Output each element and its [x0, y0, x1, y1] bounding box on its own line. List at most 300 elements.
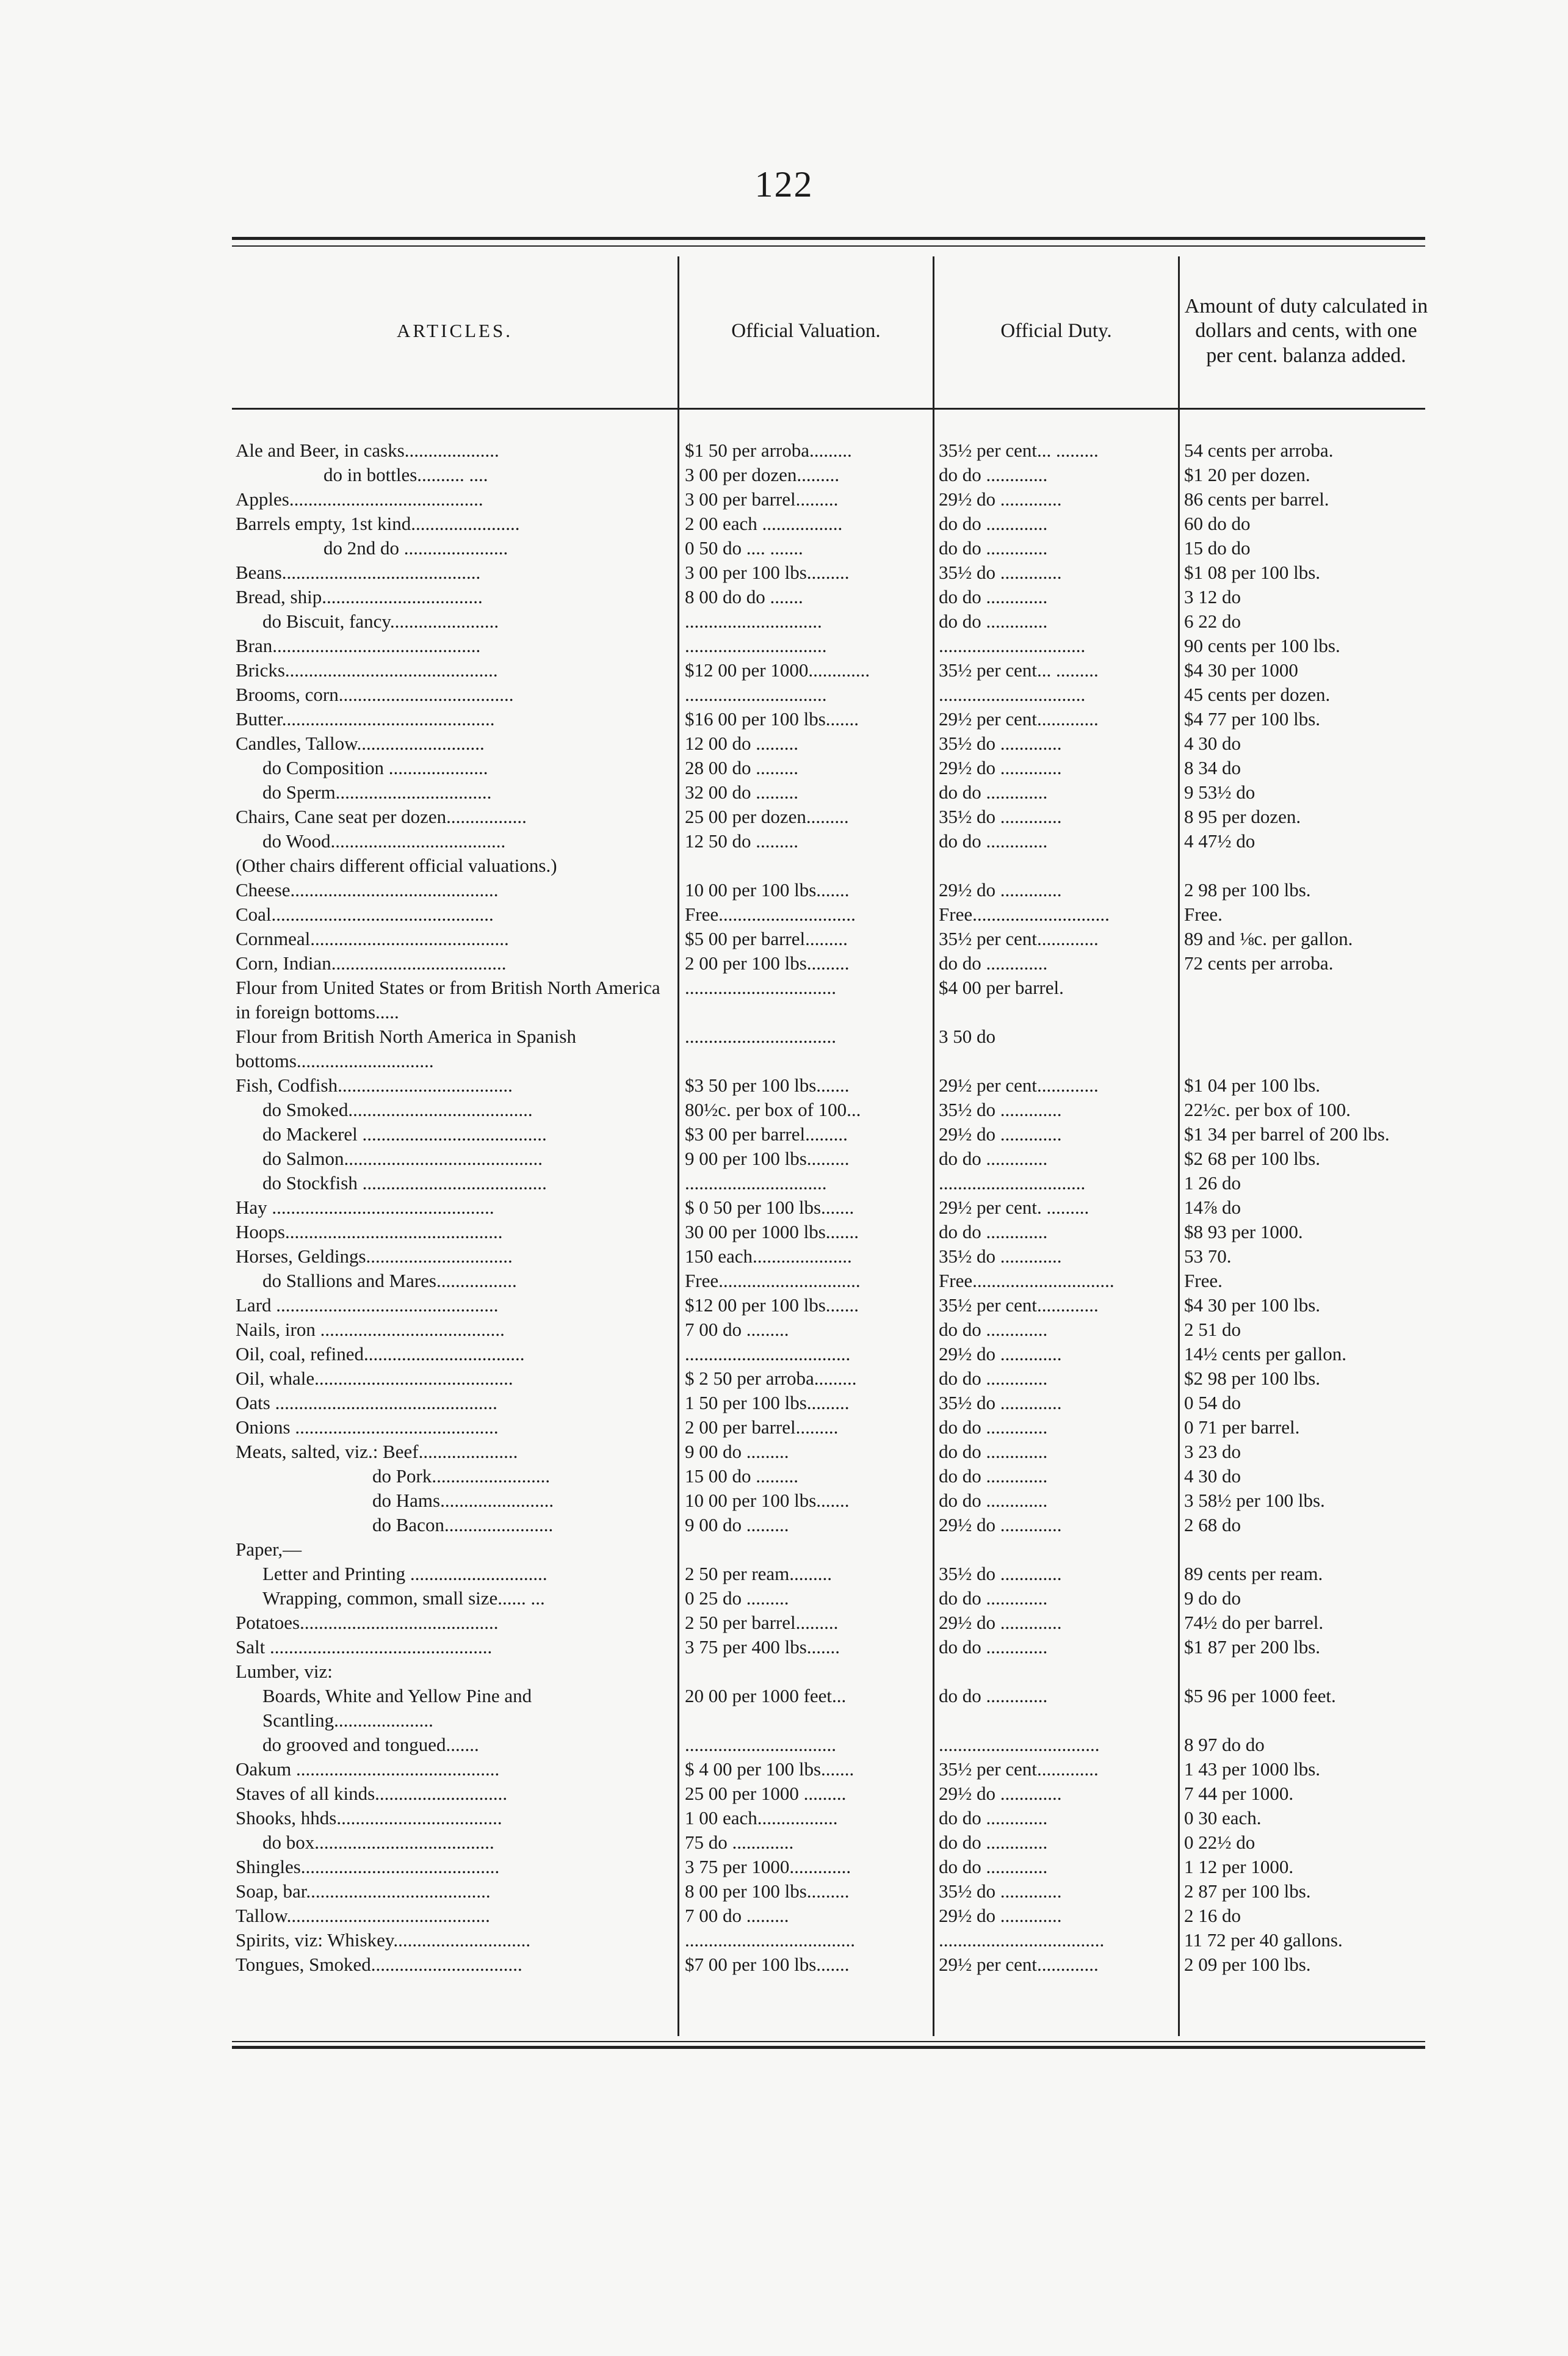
- table-row: [232, 1904, 1428, 1928]
- table-row: [232, 1098, 1428, 1122]
- valuation-cell: 0 25 do .........: [685, 1587, 789, 1609]
- bottom-rule: [232, 2046, 1425, 2049]
- duty-cell: 29½ per cent. .........: [939, 1197, 1089, 1218]
- duty-cell: do do .............: [939, 1221, 1048, 1242]
- amount-cell: 2 16 do: [1184, 1905, 1241, 1926]
- valuation-cell: 3 75 per 1000.............: [685, 1856, 851, 1877]
- valuation-cell: 1 50 per 100 lbs.........: [685, 1392, 850, 1413]
- table-row: [232, 1781, 1428, 1806]
- table-row: [232, 585, 1428, 609]
- table-row: [232, 1830, 1428, 1855]
- table-row: [232, 780, 1428, 805]
- amount-cell: $1 34 per barrel of 200 lbs.: [1184, 1123, 1390, 1145]
- duty-cell: 35½ per cent... .........: [939, 440, 1099, 461]
- amount-cell: [1178, 1537, 1428, 1562]
- duty-cell: ...............................: [939, 1172, 1086, 1194]
- article-cell: Flour from United States or from British North America in foreign bottoms.....: [236, 977, 660, 1023]
- table-row: [232, 1391, 1428, 1415]
- valuation-cell: 20 00 per 1000 feet...: [685, 1685, 847, 1706]
- amount-cell: 11 72 per 40 gallons.: [1184, 1929, 1343, 1951]
- amount-cell: 8 97 do do: [1184, 1734, 1265, 1755]
- table-row: [232, 1684, 1428, 1733]
- duty-cell: do do .............: [939, 1685, 1048, 1706]
- table-row: [232, 951, 1428, 976]
- article-cell: Paper,—: [236, 1539, 302, 1560]
- table-row: [232, 902, 1428, 927]
- amount-cell: 53 70.: [1184, 1245, 1232, 1267]
- article-cell: Butter.............................................: [236, 708, 495, 730]
- article-cell: Fish, Codfish.....................................: [236, 1075, 513, 1096]
- valuation-cell: 80½c. per box of 100...: [685, 1099, 861, 1120]
- table-row: [232, 1513, 1428, 1537]
- article-cell: Ale and Beer, in casks....................: [236, 440, 499, 461]
- duty-cell: do do .............: [939, 1319, 1048, 1340]
- amount-cell: Free.: [1184, 1270, 1223, 1291]
- valuation-cell: [677, 1659, 933, 1684]
- amount-cell: $1 87 per 200 lbs.: [1184, 1636, 1321, 1658]
- duty-cell: 29½ do .............: [939, 757, 1062, 778]
- amount-cell: 7 44 per 1000.: [1184, 1783, 1294, 1804]
- amount-cell: 1 12 per 1000.: [1184, 1856, 1294, 1877]
- article-cell: Lard ...............................................: [236, 1294, 499, 1316]
- amount-cell: 2 68 do: [1184, 1514, 1241, 1535]
- amount-cell: 4 30 do: [1184, 733, 1241, 754]
- article-cell: Bricks.............................................: [236, 659, 498, 681]
- article-cell: do Wood.....................................: [262, 830, 506, 852]
- amount-cell: [1178, 1659, 1428, 1684]
- valuation-cell: 7 00 do .........: [685, 1905, 789, 1926]
- duty-cell: do do .............: [939, 1490, 1048, 1511]
- article-cell: Shooks, hhds...................................: [236, 1807, 502, 1829]
- table-row: [232, 683, 1428, 707]
- duty-cell: do do .............: [939, 1856, 1048, 1877]
- valuation-cell: 7 00 do .........: [685, 1319, 789, 1340]
- article-cell: do Mackerel .......................................: [262, 1123, 547, 1145]
- top-rule: [232, 237, 1425, 240]
- duty-cell: do do .............: [939, 1807, 1048, 1829]
- amount-cell: 0 71 per barrel.: [1184, 1416, 1300, 1438]
- header-duty: Official Duty.: [1000, 320, 1112, 343]
- duty-cell: [933, 854, 1178, 878]
- table-row: [232, 1318, 1428, 1342]
- valuation-cell: 9 00 do .........: [685, 1514, 789, 1535]
- duty-cell: 35½ do .............: [939, 806, 1062, 827]
- duty-cell: 35½ per cent.............: [939, 1758, 1099, 1780]
- valuation-cell: $12 00 per 1000.............: [685, 659, 870, 681]
- article-cell: do 2nd do ......................: [323, 537, 508, 559]
- valuation-cell: $3 00 per barrel.........: [685, 1123, 848, 1145]
- table-row: [232, 878, 1428, 902]
- table-row: [232, 1440, 1428, 1464]
- article-cell: Lumber, viz:: [236, 1661, 333, 1682]
- duty-cell: 35½ per cent.............: [939, 928, 1099, 949]
- table-row: [232, 756, 1428, 780]
- article-cell: Cornmeal..........................................: [236, 928, 509, 949]
- article-cell: Potatoes..........................................: [236, 1612, 499, 1633]
- valuation-cell: .............................: [685, 611, 822, 632]
- amount-cell: 60 do do: [1184, 513, 1251, 534]
- amount-cell: 4 47½ do: [1184, 830, 1255, 852]
- table-row: [232, 1928, 1428, 1952]
- table-row: [232, 1122, 1428, 1147]
- table-row: [232, 1611, 1428, 1635]
- amount-cell: 0 54 do: [1184, 1392, 1241, 1413]
- amount-cell: 8 34 do: [1184, 757, 1241, 778]
- amount-cell: 86 cents per barrel.: [1184, 488, 1329, 510]
- article-cell: Shingles..........................................: [236, 1856, 500, 1877]
- amount-cell: $8 93 per 1000.: [1184, 1221, 1303, 1242]
- duty-cell: 29½ do .............: [939, 1343, 1062, 1365]
- duty-cell: 35½ do .............: [939, 1099, 1062, 1120]
- valuation-cell: 3 75 per 400 lbs.......: [685, 1636, 840, 1658]
- valuation-cell: [677, 854, 933, 878]
- amount-cell: $5 96 per 1000 feet.: [1184, 1685, 1336, 1706]
- table-row: [232, 487, 1428, 512]
- valuation-cell: 15 00 do .........: [685, 1465, 798, 1487]
- table-row: [232, 658, 1428, 683]
- table-row: [232, 1244, 1428, 1269]
- duty-cell: do do .............: [939, 1832, 1048, 1853]
- amount-cell: 14⅞ do: [1184, 1197, 1241, 1218]
- article-cell: (Other chairs different official valuations.): [236, 855, 557, 876]
- article-cell: Cheese............................................: [236, 879, 499, 901]
- table-row: [232, 927, 1428, 951]
- article-cell: Coal...............................................: [236, 904, 494, 925]
- valuation-cell: $16 00 per 100 lbs.......: [685, 708, 859, 730]
- article-cell: do Smoked.......................................: [262, 1099, 533, 1120]
- article-cell: Oil, coal, refined..................................: [236, 1343, 525, 1365]
- article-cell: Soap, bar.......................................: [236, 1880, 491, 1902]
- article-cell: Oil, whale..........................................: [236, 1368, 513, 1389]
- valuation-cell: 2 00 per 100 lbs.........: [685, 952, 850, 974]
- table-row: [232, 1269, 1428, 1293]
- duty-cell: do do .............: [939, 1148, 1048, 1169]
- duty-cell: ..................................: [939, 1734, 1100, 1755]
- amount-cell: $2 98 per 100 lbs.: [1184, 1368, 1321, 1389]
- article-cell: Oakum ...........................................: [236, 1758, 500, 1780]
- table-row: [232, 1147, 1428, 1171]
- amount-cell: Free.: [1184, 904, 1223, 925]
- amount-cell: 6 22 do: [1184, 611, 1241, 632]
- duty-cell: do do .............: [939, 464, 1048, 485]
- table-row: [232, 1562, 1428, 1586]
- amount-cell: [1178, 976, 1428, 1024]
- duty-cell: [933, 1659, 1178, 1684]
- amount-cell: $2 68 per 100 lbs.: [1184, 1148, 1321, 1169]
- table-row: [232, 1488, 1428, 1513]
- article-cell: Barrels empty, 1st kind.......................: [236, 513, 520, 534]
- amount-cell: 22½c. per box of 100.: [1184, 1099, 1351, 1120]
- top-rule-thin: [232, 245, 1425, 247]
- duty-cell: 29½ do .............: [939, 1123, 1062, 1145]
- valuation-cell: 9 00 do .........: [685, 1441, 789, 1462]
- valuation-cell: 12 00 do .........: [685, 733, 798, 754]
- valuation-cell: 3 00 per dozen.........: [685, 464, 840, 485]
- duty-cell: do do .............: [939, 1416, 1048, 1438]
- valuation-cell: $5 00 per barrel.........: [685, 928, 848, 949]
- article-cell: Brooms, corn.....................................: [236, 684, 514, 705]
- valuation-cell: 32 00 do .........: [685, 781, 798, 803]
- amount-cell: 90 cents per 100 lbs.: [1184, 635, 1340, 656]
- amount-cell: 15 do do: [1184, 537, 1251, 559]
- duty-cell: 3 50 do: [939, 1026, 995, 1047]
- amount-cell: 2 87 per 100 lbs.: [1184, 1880, 1311, 1902]
- table-row: [232, 1293, 1428, 1318]
- duty-cell: ...............................: [939, 635, 1086, 656]
- amount-cell: 3 12 do: [1184, 586, 1241, 607]
- article-cell: Tongues, Smoked................................: [236, 1954, 522, 1975]
- duty-cell: do do .............: [939, 1587, 1048, 1609]
- article-cell: Flour from British North America in Spanish bottoms.............................: [236, 1026, 576, 1071]
- table-row: [232, 1879, 1428, 1904]
- article-cell: Bran............................................: [236, 635, 481, 656]
- amount-cell: 1 26 do: [1184, 1172, 1241, 1194]
- article-cell: do grooved and tongued.......: [262, 1734, 479, 1755]
- table-row: [232, 1635, 1428, 1659]
- table-row: [232, 976, 1428, 1024]
- article-cell: do Bacon.......................: [372, 1514, 554, 1535]
- amount-cell: 3 23 do: [1184, 1441, 1241, 1462]
- article-cell: do box......................................: [262, 1832, 494, 1853]
- duty-cell: do do .............: [939, 1441, 1048, 1462]
- article-cell: Apples.........................................: [236, 488, 483, 510]
- duty-cell: do do .............: [939, 537, 1048, 559]
- table-row: [232, 463, 1428, 487]
- duty-cell: do do .............: [939, 586, 1048, 607]
- amount-cell: $1 04 per 100 lbs.: [1184, 1075, 1321, 1096]
- table-row: [232, 560, 1428, 585]
- table-row: [232, 1195, 1428, 1220]
- duty-cell: 35½ per cent... .........: [939, 659, 1099, 681]
- article-cell: do Sperm.................................: [262, 781, 492, 803]
- article-cell: do Composition .....................: [262, 757, 488, 778]
- table-row: [232, 536, 1428, 560]
- header-articles: ARTICLES.: [396, 320, 513, 342]
- valuation-cell: ................................: [685, 1026, 836, 1047]
- valuation-cell: 10 00 per 100 lbs.......: [685, 879, 850, 901]
- amount-cell: 0 30 each.: [1184, 1807, 1262, 1829]
- valuation-cell: ..............................: [685, 1172, 827, 1194]
- duty-cell: do do .............: [939, 513, 1048, 534]
- valuation-cell: 25 00 per dozen.........: [685, 806, 849, 827]
- table-row: [232, 1855, 1428, 1879]
- table-row: [232, 609, 1428, 634]
- duty-cell: Free.............................: [939, 904, 1110, 925]
- article-cell: do Pork.........................: [372, 1465, 551, 1487]
- table-row: [232, 1220, 1428, 1244]
- table-row: [232, 854, 1428, 878]
- amount-cell: 45 cents per dozen.: [1184, 684, 1331, 705]
- valuation-cell: Free.............................: [685, 904, 856, 925]
- valuation-cell: 2 00 each .................: [685, 513, 843, 534]
- article-cell: Chairs, Cane seat per dozen.................: [236, 806, 527, 827]
- amount-cell: 72 cents per arroba.: [1184, 952, 1334, 974]
- valuation-cell: 0 50 do .... .......: [685, 537, 803, 559]
- valuation-cell: $ 2 50 per arroba.........: [685, 1368, 857, 1389]
- amount-cell: [1178, 1024, 1428, 1073]
- article-cell: do in bottles.......... ....: [323, 464, 488, 485]
- amount-cell: 14½ cents per gallon.: [1184, 1343, 1347, 1365]
- article-cell: do Hams........................: [372, 1490, 554, 1511]
- tariff-table: [232, 438, 1428, 1977]
- article-cell: Candles, Tallow...........................: [236, 733, 485, 754]
- valuation-cell: 9 00 per 100 lbs.........: [685, 1148, 850, 1169]
- table-row: [232, 829, 1428, 854]
- bottom-rule-thin: [232, 2041, 1425, 2042]
- article-cell: Corn, Indian.....................................: [236, 952, 507, 974]
- duty-cell: 35½ do .............: [939, 562, 1062, 583]
- valuation-cell: [677, 1537, 933, 1562]
- valuation-cell: 30 00 per 1000 lbs.......: [685, 1221, 859, 1242]
- table-row: [232, 1171, 1428, 1195]
- table-row: [232, 1586, 1428, 1611]
- duty-cell: 29½ do .............: [939, 1783, 1062, 1804]
- duty-cell: $4 00 per barrel.: [939, 977, 1064, 998]
- duty-cell: do do .............: [939, 611, 1048, 632]
- duty-cell: ...............................: [939, 684, 1086, 705]
- valuation-cell: ...................................: [685, 1343, 851, 1365]
- amount-cell: $1 08 per 100 lbs.: [1184, 562, 1321, 583]
- valuation-cell: 2 50 per barrel.........: [685, 1612, 839, 1633]
- table-row: [232, 1366, 1428, 1391]
- article-cell: Letter and Printing .............................: [262, 1563, 547, 1584]
- amount-cell: 74½ do per barrel.: [1184, 1612, 1324, 1633]
- valuation-cell: 28 00 do .........: [685, 757, 798, 778]
- amount-cell: $4 77 per 100 lbs.: [1184, 708, 1321, 730]
- article-cell: do Biscuit, fancy.......................: [262, 611, 499, 632]
- valuation-cell: $1 50 per arroba.........: [685, 440, 852, 461]
- duty-cell: do do .............: [939, 830, 1048, 852]
- duty-cell: 29½ per cent.............: [939, 1954, 1099, 1975]
- duty-cell: 35½ do .............: [939, 1392, 1062, 1413]
- amount-cell: 2 98 per 100 lbs.: [1184, 879, 1311, 901]
- table-row: [232, 1024, 1428, 1073]
- article-cell: Boards, White and Yellow Pine and Scantling.....................: [262, 1685, 532, 1731]
- valuation-cell: 1 00 each.................: [685, 1807, 838, 1829]
- duty-cell: ...................................: [939, 1929, 1105, 1951]
- duty-cell: 35½ do .............: [939, 1245, 1062, 1267]
- duty-cell: 35½ do .............: [939, 733, 1062, 754]
- article-cell: Tallow...........................................: [236, 1905, 490, 1926]
- article-cell: do Stockfish .......................................: [262, 1172, 547, 1194]
- valuation-cell: $ 4 00 per 100 lbs.......: [685, 1758, 854, 1780]
- duty-cell: do do .............: [939, 1465, 1048, 1487]
- table-row: [232, 1659, 1428, 1684]
- article-cell: Wrapping, common, small size...... ...: [262, 1587, 545, 1609]
- table-row: [232, 1415, 1428, 1440]
- valuation-cell: $3 50 per 100 lbs.......: [685, 1075, 850, 1096]
- amount-cell: $4 30 per 100 lbs.: [1184, 1294, 1321, 1316]
- valuation-cell: 2 50 per ream.........: [685, 1563, 833, 1584]
- table-row: [232, 1806, 1428, 1830]
- amount-cell: $1 20 per dozen.: [1184, 464, 1310, 485]
- amount-cell: 54 cents per arroba.: [1184, 440, 1334, 461]
- header-amount: Amount of duty calculated in dollars and cents, with one per cent. balanza added.: [1184, 295, 1428, 367]
- amount-cell: 89 cents per ream.: [1184, 1563, 1323, 1584]
- article-cell: Horses, Geldings...............................: [236, 1245, 513, 1267]
- article-cell: do Salmon..........................................: [262, 1148, 543, 1169]
- valuation-cell: 150 each.....................: [685, 1245, 852, 1267]
- duty-cell: 29½ do .............: [939, 1612, 1062, 1633]
- article-cell: Spirits, viz: Whiskey.............................: [236, 1929, 531, 1951]
- table-row: [232, 707, 1428, 731]
- valuation-cell: $12 00 per 100 lbs.......: [685, 1294, 859, 1316]
- table-row: [232, 805, 1428, 829]
- header-valuation: Official Valuation.: [731, 320, 881, 343]
- amount-cell: 1 43 per 1000 lbs.: [1184, 1758, 1321, 1780]
- article-cell: Onions ...........................................: [236, 1416, 499, 1438]
- valuation-cell: 8 00 do do .......: [685, 586, 803, 607]
- duty-cell: 29½ do .............: [939, 1514, 1062, 1535]
- amount-cell: 8 95 per dozen.: [1184, 806, 1301, 827]
- duty-cell: 29½ per cent.............: [939, 708, 1099, 730]
- valuation-cell: 12 50 do .........: [685, 830, 798, 852]
- valuation-cell: 3 00 per barrel.........: [685, 488, 839, 510]
- amount-cell: 0 22½ do: [1184, 1832, 1255, 1853]
- valuation-cell: ................................: [685, 1734, 836, 1755]
- duty-cell: [933, 1537, 1178, 1562]
- valuation-cell: $7 00 per 100 lbs.......: [685, 1954, 850, 1975]
- duty-cell: 29½ do .............: [939, 1905, 1062, 1926]
- table-row: [232, 1073, 1428, 1098]
- amount-cell: 89 and ⅛c. per gallon.: [1184, 928, 1353, 949]
- valuation-cell: 75 do .............: [685, 1832, 794, 1853]
- duty-cell: do do .............: [939, 952, 1048, 974]
- table-row: [232, 1342, 1428, 1366]
- article-cell: Meats, salted, viz.: Beef.....................: [236, 1441, 518, 1462]
- valuation-cell: 10 00 per 100 lbs.......: [685, 1490, 850, 1511]
- amount-cell: [1178, 854, 1428, 878]
- valuation-cell: $ 0 50 per 100 lbs.......: [685, 1197, 854, 1218]
- duty-cell: do do .............: [939, 781, 1048, 803]
- duty-cell: 29½ per cent.............: [939, 1075, 1099, 1096]
- valuation-cell: ....................................: [685, 1929, 855, 1951]
- table-row: [232, 512, 1428, 536]
- duty-cell: 35½ do .............: [939, 1880, 1062, 1902]
- valuation-cell: 8 00 per 100 lbs.........: [685, 1880, 850, 1902]
- amount-cell: $4 30 per 1000: [1184, 659, 1298, 681]
- duty-cell: do do .............: [939, 1368, 1048, 1389]
- valuation-cell: 3 00 per 100 lbs.........: [685, 562, 850, 583]
- duty-cell: 29½ do .............: [939, 879, 1062, 901]
- article-cell: Hoops..............................................: [236, 1221, 503, 1242]
- duty-cell: 29½ do .............: [939, 488, 1062, 510]
- header-rule: [232, 408, 1425, 410]
- article-cell: Nails, iron .......................................: [236, 1319, 505, 1340]
- valuation-cell: ..............................: [685, 684, 827, 705]
- page-number: 122: [754, 164, 814, 205]
- table-row: [232, 634, 1428, 658]
- table-row: [232, 1733, 1428, 1757]
- valuation-cell: ..............................: [685, 635, 827, 656]
- valuation-cell: 25 00 per 1000 .........: [685, 1783, 847, 1804]
- article-cell: Hay ...............................................: [236, 1197, 494, 1218]
- table-row: [232, 1537, 1428, 1562]
- amount-cell: 4 30 do: [1184, 1465, 1241, 1487]
- amount-cell: 2 51 do: [1184, 1319, 1241, 1340]
- duty-cell: Free..............................: [939, 1270, 1115, 1291]
- article-cell: Salt ...............................................: [236, 1636, 493, 1658]
- article-cell: Bread, ship..................................: [236, 586, 483, 607]
- table-row: [232, 1952, 1428, 1977]
- valuation-cell: Free..............................: [685, 1270, 861, 1291]
- article-cell: Staves of all kinds............................: [236, 1783, 508, 1804]
- table-row: [232, 1757, 1428, 1781]
- valuation-cell: ................................: [685, 977, 836, 998]
- duty-cell: 35½ do .............: [939, 1563, 1062, 1584]
- duty-cell: 35½ per cent.............: [939, 1294, 1099, 1316]
- article-cell: Oats ...............................................: [236, 1392, 497, 1413]
